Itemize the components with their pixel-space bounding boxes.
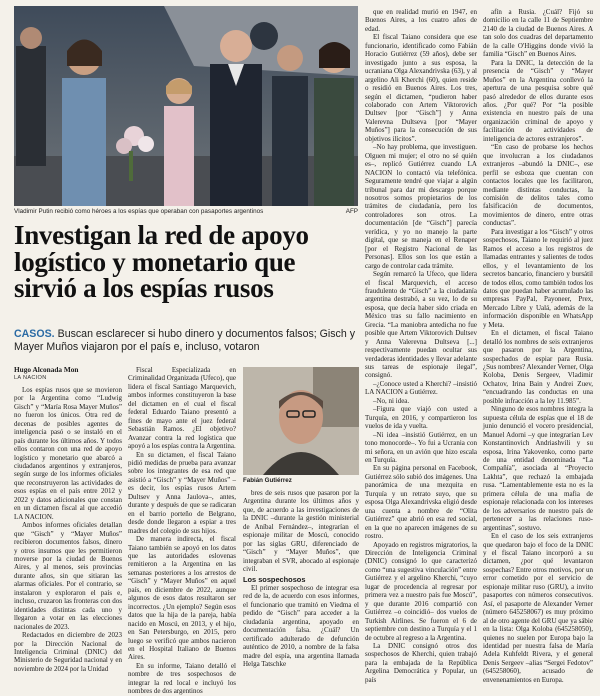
subhead: Los sospechosos	[243, 574, 306, 584]
paragraph: Según remarcó la Ufeco, que lidera el fiscal Marquevich, el acceso fraudulento de “Gisch” a la ciudadanía argentina destrabó, a su vez, lo de su esposa, que decía haber sido criada en México tras su fallo nacimiento en Grecia. “La maniobra antedicha no fue posible que Artem Viktorovich Dultsev y Anna Valerevna Dultseva [...] respectivamente puedan ocultar sus verdaderas identidades y llevar adelante sus tareas de espionaje ilegal”, consignó.	[365, 270, 477, 380]
article-column-3	[243, 489, 359, 688]
article-column-4	[365, 8, 477, 688]
article-column-2	[128, 366, 236, 696]
paragraph: En su dictamen, el fiscal Taiano pidió medidas de prueba para avanzar sobre los integrantes de esa red que asistió a “Gisch” y “Mayer Muños” –es decir, los espías rusos Artem Dultsev y Anna Jaulova–, antes, durante y después de que se radicaran en el barrio porteño de Belgrano, desde donde llegaron a espiar a tres madres del colegio de sus hijos.	[128, 450, 236, 535]
portrait-photo	[243, 367, 359, 475]
paragraph: En el caso de los seis extranjeros que quedaron bajo el foco de la DNIC y el fiscal Taiano incorporó a su dictamen, ¿por qué levantaron sospechas? Entre otros motivos, por un error cometido por el servicio de espionaje militar ruso (GRU), a invito pasaportes con números consecutivos. Así, el pasaporte de Alexander Verner (número 645258067) es muy próximo al de otro agente del GRU que ya sábie en la lista: Olga Koloba (645258050), quienes no suelen por Europa bajo la identidad per nuestra falsa de María Adela Kuhfeldt Rivera, y el general Denis Sergeev –alias “Sergei Fedotov” (645258060), acusado de envenenamientos en Europa.	[483, 532, 593, 684]
paragraph: “En caso de probarse los hechos que involucran a los ciudadanos extranjeros –abundó la DNIC–, ese perfil se esboza que cuentan con contactos locales que les facilitaron, mediante distintas conductas, la comisión de delitos tales como falsificación de documentos, movimientos de dinero, entre otras conductas”.	[483, 143, 593, 228]
deck-text: Buscan esclarecer si hubo dinero y documentos falsos; Gisch y Mayer Muños viajaron por el país e, incluso, votaron	[14, 328, 355, 353]
paragraph: El fiscal Taiano considera que ese funcionario, identificado como Fabián Horacio Gutiérrez (59 años), debe ser investigado junto a sus esposa, la ucraniana Olga Alexandrivska (63), y al argelino Ali Kherchi (60), quien reside o residió en Buenos Aires. Los tres, según el dictamen, “pudieron haber colaborado con Artem Viktorovich Dultsev [por “Gisch”] y Anna Valerevna Dultseva [por “Mayer Muños”] para la consecución de sus objetivos ilícitos”.	[365, 33, 477, 143]
paragraph: En su página personal en Facebook, Gutiérrez sólo subió dos imágenes. Una panorámica de una mezquita en Turquía y un retrato suyo, que su esposa Olga Alexandrivska eligió desde una cuenta a nombre de “Olita Gutiérrez” que abrió en esa red social, en la que no aparecen imágenes de su rostro.	[365, 464, 477, 541]
section-tag: CASOS.	[14, 328, 55, 340]
paragraph: En el dictamen, el fiscal Taiano detalló los nombres de seis extranjeros que pasaron por la Argentina, sospechados de espiar para Rusia. ¿Sus nombres? Alexander Verner, Olga Koloba, Denis Sergeev, Vladimir Ochatov, Irina Bain y Andrei Zuev, “encuadrando las conductas en una posible infracción a la ley 11.985”.	[483, 329, 593, 405]
paragraph: afín a Rusia. ¿Cuál? Fijó su domicilio en la calle 11 de Septiembre 2140 de la ciudad de Buenos Aires. A tan solo dos cuadras del departamento de la calle O'Higgins donde vivió la familia “Gisch” en Buenos Aires.	[483, 8, 593, 59]
paragraph: –No, ni idea.	[373, 396, 410, 405]
paragraph: bres de seis rusos que pasaron por la Argentina durante los últimos años y que, de acuerdo a las investigaciones de la DNIC –durante la gestión ministerial de Aníbal Fernández–, integrarían el espionaje militar de Moscú, conocido por las siglas GRU, diferenciado de “Gisch” y “Mayer Muños”, que integraban el SVR, abocado al espionaje civil.	[243, 489, 359, 574]
paragraph: Para la DNIC, la detección de la presencia de “Gisch” y “Mayer Muños” en la Argentina conllevó la apertura de una pesquisa sobre qué pasó alrededor de ellos durante esos años. ¿Por qué? Por “la posible existencia en nuestro país de una organización criminal de apoyo y facilitación de actividades de inteligencia de actores extranjeros”.	[483, 58, 593, 143]
paragraph: Ambos informes oficiales detallan que “Gisch” y “Mayer Muños” recibieron documentos falsos, dinero y otros insumos que les permitieron moverse por la ciudad de Buenos Aires, y al menos, seis provincias durante años, sin que sitiaran las alarmas oficiales. Por el contrario, se instalaron y exploraron el país e, incluso, cruzaron las fronteras con dos identidades distintas cada uno y llegaron a votar en las elecciones nacionales de 2023.	[14, 521, 122, 631]
paragraph: –No hay problema, que investiguen. Olguen mi mujer; el otro no sé quién es–, replicó Gutiérrez cuando LA NACION lo contactó vía telefónica. Seguramente tendré que viajar a algún tribunal para dar mi descargo porque nosotros somos propietarios de los trámites de ciudadanía, pero los controladores son otros. La documentación [de “Gisch”] parecía verídica, y yo no manejo la parte digital, que se maneja en el Renaper [por el Registro Nacional de las Personas]. Ellos son los que están a cargo de controlar cada trámite.	[365, 143, 477, 270]
paragraph: Fiscal Especializada en Criminalidad Organizada (Ufeco), que lidera el fiscal Santiago Marquevich, ambos informes constituyeron la base del dictamen en el cual el fiscal federal Eduardo Taiano presentó a fines de mayo ante el juez federal Sebastián Ramos. ¿El objetivo? Avanzar contra la red logística que apoyó a los espías contra la Argentina.	[128, 366, 236, 451]
main-photo	[14, 6, 358, 206]
paragraph: Redactados en diciembre de 2023 por la Dirección Nacional de Inteligencia Criminal (DNIC) del Ministerio de Seguridad nacional y en noviembre de 2024 por la Unidad	[14, 631, 122, 673]
paragraph: De manera indirecta, el fiscal Taiano también se apoyó en los datos que las autoridades eslovenas remitieron a la Argentina en las semanas posteriores a los arrestos de “Gisch” y “Mayer Muños” en aquel país, en diciembre de 2022, aunque algunos de esos datos resultaron ser incorrectos. ¿Un ejemplo? Según esos datos que la hija de la pareja, había nacido en Moscú, en 2013, y el hijo, en San Petersburgo, en 2015, pero luego se verificó que ambos nacieron en el Hospital Italiano de Buenos Aires.	[128, 535, 236, 662]
paragraph: Ninguno de esos nombres integra la supuesta célula de espías que el 18 de junio denunció el vocero presidencial, Manuel Adorni –y que integrarían Lev Konstantinovich Andriashvili y su esposa, Irina Yakovenko, como parte de una entidad denominada “La Compañía”, asociada al “Proyecto Lakhta”, que rechazó la embajada rusa. “Lamentablemente esta no es la primera célula de una mafia de espionaje relacionada con los intereses de los adversarios de nuestro país de pertenecer a las relaciones ruso-argentinas”, sostuvo.	[483, 405, 593, 532]
headline: Investigan la red de apoyo logístico y monetario que sirvió a los espías rusos	[14, 220, 309, 303]
paragraph: Para investigar a los “Gisch” y otros sospechosos, Taiano le requirió al juez Ramos el acceso a los registros de llamadas entrantes y salientes de todos ellos, y el levantamiento de los secretos bancario, financiero y bursátil de todos ellos, como también todos los datos que puedan haber acumulado las empresas PayPal, Payoneer, Prex, Mercado Libre y Ualá, además de la información disponible en WhatsApp y Meta.	[483, 227, 593, 329]
article-column-5	[483, 8, 593, 688]
photo-credit: AFP	[345, 208, 358, 215]
paragraph: En su informe, Taiano detalló el nombre de tres sospechosos de integrar la red local e incluyó los nombres de dos argentinos	[128, 661, 236, 696]
paragraph: –¿Conoce usted a Kherchi? –insistió LA NACION a Gutiérrez.	[365, 379, 477, 397]
paragraph: –Figura que viajó con usted a Turquía, en 2016, y compartieron los vuelos de ida y vuelta.	[365, 405, 477, 431]
portrait-illustration	[243, 367, 359, 475]
photo-caption-text: Vladimir Putin recibió como héroes a los espías que operaban con pasaportes argentinos	[14, 208, 264, 215]
paragraph: –Ni idea –insistió Gutiérrez, en un tono monocorde–. Yo fui a Ucrania con mi señora, en un avión que hizo escala en Turquía.	[365, 430, 477, 465]
paragraph: que en realidad murió en 1947, en Buenos Aires, a los cuatro años de edad.	[365, 8, 477, 33]
paragraph: Apoyado en registros migratorios, la Dirección de Inteligencia Criminal (DNIC) consignó lo que caracterizó como “una sugestiva vinculación” entre Gutiérrez y el argelino Kherchi, “cuyo lugar de procedencia al regresar por primera vez a nuestro país fue Moscú”, y que durante 2016 compartió con Gutiérrez –o coincidió– dos vuelos de Turkish Airlines. Se fueron el 6 de septiembre con destino a Turquía y el 1 de octubre al regreso a la Argentina.	[365, 540, 477, 642]
portrait-caption: Fabián Gutiérrez	[243, 477, 292, 484]
paragraph: La DNIC consignó otros dos sospechosos de Kherchi, quien trabajó para la embajada de la República Argelina Democrática y Popular, un país	[365, 641, 477, 684]
paragraph: Los espías rusos que se movieron por la Argentina como “Ludwig Gisch” y “María Rosa Mayer Muños” no fueron los únicos. Otra red de decenas de posibles agentes de inteligencia pasó o se instaló en el país durante los últimos años. Y todos ellos contaron con una red de apoyo logístico y monetario que abarcó a ciudadanos argentinos y extranjeros, según surge de los informes oficiales que reconstruyeron las actividades de esos espías en el país entre 2012 y 2022 y datos adicionales que constan en un dictamen fiscal al que accedió LA NACION.	[14, 385, 122, 521]
deck	[14, 328, 358, 353]
byline-author: Hugo Alconada Mon	[14, 365, 79, 374]
putin-welcome-photo-illustration	[14, 6, 358, 206]
byline-org: LA NACION	[14, 375, 47, 382]
article-column-1	[14, 366, 122, 688]
photo-caption	[14, 206, 358, 217]
paragraph: El primer sospechoso de integrar esa red de la, de acuerdo con esos informes, el funcionario que tramitó en Viedma el pedido de “Gisch” para acceder a la ciudadanía argentina, apoyado en documentación falsa. ¿Cuál? Un certificado adulterado de defunción auténtico de 2010, a nombre de la falsa madre del espía, una argentina llamada Helga Tatschke	[243, 583, 359, 669]
